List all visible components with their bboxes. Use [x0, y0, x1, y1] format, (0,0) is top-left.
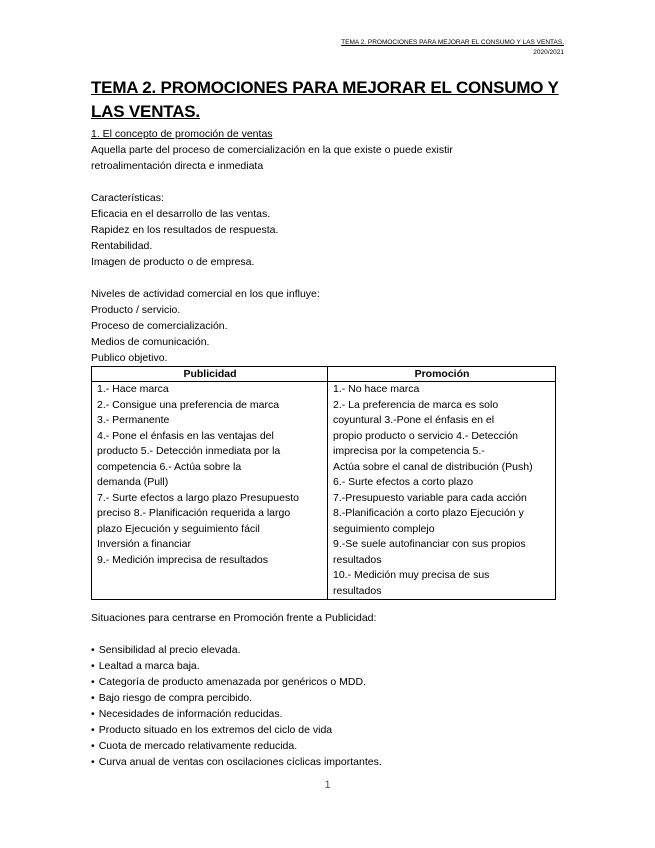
- situation-item: • Necesidades de información reducidas.: [91, 706, 561, 722]
- promocion-line: imprecisa por la competencia 5.-: [333, 445, 485, 457]
- publicidad-line: competencia 6.- Actúa sobre la: [97, 460, 242, 473]
- definition-line: retroalimentación directa e inmediata: [91, 160, 264, 172]
- levels-label: Niveles de actividad comercial en los que influye:: [91, 288, 320, 300]
- document-title: TEMA 2. PROMOCIONES PARA MEJORAR EL CONSUMO Y LAS VENTAS.: [91, 78, 559, 121]
- situation-item: • Categoría de producto amenazada por genéricos o MDD.: [91, 674, 561, 690]
- publicidad-line: 1.- Hace marca: [97, 383, 169, 395]
- feature-item: Eficacia en el desarrollo de las ventas.: [91, 208, 271, 220]
- publicidad-line: 9.- Medición imprecisa de resultados: [97, 553, 268, 566]
- publicidad-line: 3.- Permanente: [97, 414, 170, 426]
- spacer: [91, 600, 561, 610]
- section-heading: 1. El concepto de promoción de ventas: [91, 128, 273, 140]
- promocion-line: propio producto o servicio 4.- Detección: [333, 429, 519, 442]
- promocion-line: coyuntural 3.-Pone el énfasis en el: [333, 414, 495, 426]
- publicidad-cell: [92, 382, 328, 600]
- publicidad-line: 7.- Surte efectos a largo plazo Presupuesto: [97, 491, 299, 504]
- header-title: TEMA 2. PROMOCIONES PARA MEJORAR EL CONSUMO Y LAS VENTAS.: [341, 39, 564, 46]
- promocion-line: resultados: [333, 553, 382, 566]
- promocion-cell: [328, 382, 556, 600]
- promocion-line: resultados: [333, 584, 382, 597]
- level-item: Proceso de comercialización.: [91, 320, 228, 332]
- page-number: 1: [324, 779, 331, 791]
- promocion-line: 9.-Se suele autofinanciar con sus propios: [333, 538, 526, 550]
- promocion-line: 7.-Presupuesto variable para cada acción: [333, 491, 527, 504]
- publicidad-line: Inversión a financiar: [97, 538, 191, 550]
- level-item: Publico objetivo.: [91, 352, 168, 364]
- promocion-line: 2.- La preferencia de marca es solo: [333, 398, 499, 411]
- publicidad-line: 2.- Consigue una preferencia de marca: [97, 398, 280, 411]
- header-year: 2020/2021: [533, 49, 564, 56]
- situations-label: Situaciones para centrarse en Promoción frente a Publicidad:: [91, 612, 377, 624]
- publicidad-line: preciso 8.- Planificación requerida a largo: [97, 507, 291, 519]
- level-item: Producto / servicio.: [91, 304, 181, 316]
- promocion-line: Actúa sobre el canal de distribución (Push): [333, 460, 533, 473]
- comparison-table: [91, 366, 556, 600]
- feature-item: Rapidez en los resultados de respuesta.: [91, 224, 279, 236]
- spacer: [91, 270, 561, 286]
- situation-item: • Cuota de mercado relativamente reducida.: [91, 738, 561, 754]
- situation-item: • Producto situado en los extremos del ciclo de vida: [91, 722, 561, 738]
- level-item: Medios de comunicación.: [91, 336, 210, 348]
- publicidad-line: 4.- Pone el énfasis en las ventajas del: [97, 429, 274, 442]
- feature-item: Rentabilidad.: [91, 240, 153, 252]
- document-body: [91, 76, 561, 770]
- spacer: [91, 174, 561, 190]
- table-row: [92, 382, 556, 600]
- publicidad-line: producto 5.- Detección inmediata por la: [97, 445, 281, 457]
- table-header-row: [92, 367, 556, 382]
- publicidad-line: demanda (Pull): [97, 476, 169, 488]
- promocion-line: 8.-Planificación a corto plazo Ejecución y: [333, 507, 524, 519]
- situation-item: • Sensibilidad al precio elevada.: [91, 642, 561, 658]
- situation-item: • Bajo riesgo de compra percibido.: [91, 690, 561, 706]
- header-promocion: Promoción: [328, 367, 556, 382]
- promocion-line: 6.- Surte efectos a corto plazo: [333, 476, 474, 488]
- page-header: [341, 38, 564, 58]
- promocion-line: 10.- Medición muy precisa de sus: [333, 569, 490, 581]
- header-publicidad: Publicidad: [92, 367, 328, 382]
- situations-list: [91, 642, 561, 770]
- feature-item: Imagen de producto o de empresa.: [91, 256, 255, 268]
- situation-item: • Curva anual de ventas con oscilaciones cíclicas importantes.: [91, 754, 561, 770]
- promocion-line: 1.- No hace marca: [333, 383, 420, 395]
- features-label: Características:: [91, 192, 164, 204]
- situation-item: • Lealtad a marca baja.: [91, 658, 561, 674]
- spacer: [91, 626, 561, 642]
- publicidad-line: plazo Ejecución y seguimiento fácil: [97, 522, 260, 535]
- promocion-line: seguimiento complejo: [333, 522, 435, 535]
- definition-line: Aquella parte del proceso de comercialización en la que existe o puede existir: [91, 144, 453, 156]
